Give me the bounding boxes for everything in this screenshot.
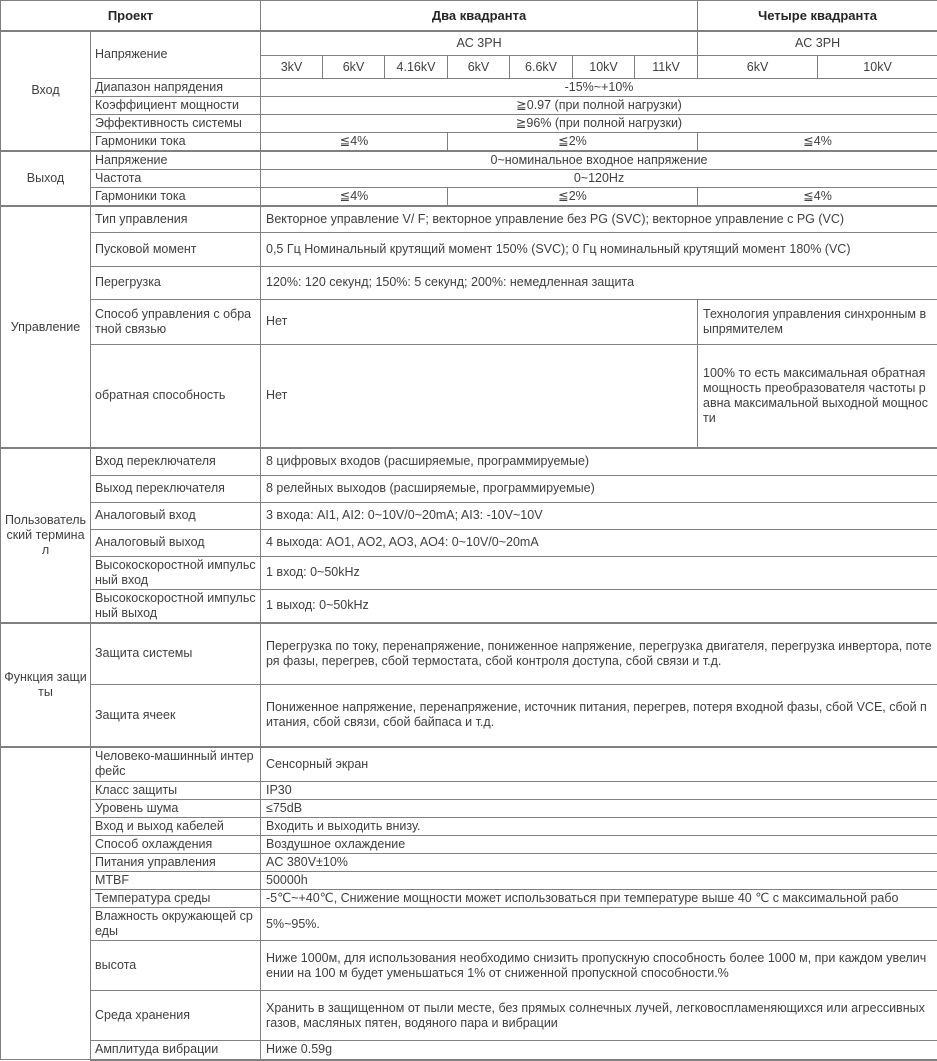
label-cooling: Способ охлаждения [91, 836, 261, 854]
header-four-quadrant: Четыре квадранта [698, 1, 937, 31]
group-protection: Функция защиты [1, 623, 91, 747]
kv-level: 6kV [323, 56, 385, 79]
value-input-voltage-two-type: AC 3PH [261, 31, 698, 56]
value-cable: Входить и выходить внизу. [261, 818, 937, 836]
group-control: Управление [1, 206, 91, 448]
label-noise: Уровень шума [91, 800, 261, 818]
value-analog-input: 3 входа: AI1, AI2: 0~10V/0~20mA; AI3: -10V~10V [261, 502, 937, 529]
value-overload: 120%: 120 секунд; 150%: 5 секунд; 200%: немедленная защита [261, 266, 937, 299]
group-output: Выход [1, 151, 91, 206]
group-terminal: Пользовательский терминал [1, 448, 91, 623]
kv-level: 3kV [261, 56, 323, 79]
value-ambient-temp: -5℃~+40℃, Снижение мощности может использоваться при температуре выше 40 ℃ с максимальной рабо [261, 890, 937, 908]
label-pulse-output: Высокоскоростной импульсный выход [91, 589, 261, 623]
group-environment [1, 747, 91, 1060]
label-control-power: Питания управления [91, 854, 261, 872]
kv-level: 6kV [698, 56, 818, 79]
value-noise: ≤75dB [261, 800, 937, 818]
value-vibration: Ниже 0.59g [261, 1041, 937, 1060]
value-feedback-method-four: Технология управления синхронным выпрямителем [698, 299, 937, 344]
group-input: Вход [1, 31, 91, 152]
label-analog-input: Аналоговый вход [91, 502, 261, 529]
label-output-harmonics: Гармоники тока [91, 188, 261, 207]
value-cell-protection: Пониженное напряжение, перенапряжение, источник питания, перегрев, потеря входной фазы, сбой VCE, сбой питания, сбой связи, сбой байпаса и т.д. [261, 685, 937, 747]
label-input-harmonics: Гармоники тока [91, 133, 261, 152]
label-overload: Перегрузка [91, 266, 261, 299]
value-regen-capability-four: 100% то есть максимальная обратная мощность преобразователя частоты равна максимальной выходной мощности [698, 344, 937, 448]
value-input-power-factor: ≧0.97 (при полной нагрузки) [261, 97, 937, 115]
value-pulse-input: 1 вход: 0~50kHz [261, 556, 937, 589]
label-protection-class: Класс защиты [91, 782, 261, 800]
label-regen-capability: обратная способность [91, 344, 261, 448]
kv-level: 10kV [573, 56, 635, 79]
value-protection-class: IP30 [261, 782, 937, 800]
value-feedback-method-two: Нет [261, 299, 698, 344]
label-hmi: Человеко-машинный интерфейс [91, 747, 261, 782]
label-mtbf: MTBF [91, 872, 261, 890]
value-output-harmonics-low: ≦4% [261, 188, 448, 207]
label-input-range: Диапазон напрядения [91, 79, 261, 97]
value-output-frequency: 0~120Hz [261, 170, 937, 188]
label-switch-output: Выход переключателя [91, 475, 261, 502]
label-humidity: Влажность окружающей среды [91, 908, 261, 941]
value-output-harmonics-mid: ≦2% [448, 188, 698, 207]
label-input-power-factor: Коэффициент мощности [91, 97, 261, 115]
value-input-harmonics-mid: ≦2% [448, 133, 698, 152]
value-altitude: Ниже 1000м, для использования необходимо снизить пропускную способность более 1000 м, при каждом увеличении на 100 м будет уменьшаться 1% от сниженной пропускной способности.% [261, 941, 937, 991]
label-cell-protection: Защита ячеек [91, 685, 261, 747]
label-system-protection: Защита системы [91, 623, 261, 685]
label-input-voltage: Напряжение [91, 31, 261, 79]
value-input-harmonics-low: ≦4% [261, 133, 448, 152]
label-starting-torque: Пусковой момент [91, 232, 261, 266]
value-input-range: -15%~+10% [261, 79, 937, 97]
label-feedback-method: Способ управления с обратной связью [91, 299, 261, 344]
label-input-efficiency: Эффективность системы [91, 115, 261, 133]
label-storage: Среда хранения [91, 991, 261, 1041]
label-switch-input: Вход переключателя [91, 448, 261, 475]
header-two-quadrant: Два квадранта [261, 1, 698, 31]
value-starting-torque: 0,5 Гц Номинальный крутящий момент 150% (SVC); 0 Гц номинальный крутящий момент 180% (VC) [261, 232, 937, 266]
value-control-type: Векторное управление V/ F; векторное управление без PG (SVC); векторное управление с PG (VC) [261, 206, 937, 232]
value-humidity: 5%~95%. [261, 908, 937, 941]
kv-level: 11kV [635, 56, 698, 79]
value-regen-capability-two: Нет [261, 344, 698, 448]
value-switch-output: 8 релейных выходов (расширяемые, программируемые) [261, 475, 937, 502]
kv-level: 10kV [818, 56, 937, 79]
header-project: Проект [1, 1, 261, 31]
value-output-harmonics-four: ≦4% [698, 188, 937, 207]
label-cable: Вход и выход кабелей [91, 818, 261, 836]
value-system-protection: Перегрузка по току, перенапряжение, пониженное напряжение, перегрузка двигателя, перегрузка инвертора, потеря фазы, перегрев, сбой термостата, сбой контроля доступа, сбой связи и т.д. [261, 623, 937, 685]
label-ambient-temp: Температура среды [91, 890, 261, 908]
value-control-power: AC 380V±10% [261, 854, 937, 872]
label-output-frequency: Частота [91, 170, 261, 188]
value-storage: Хранить в защищенном от пыли месте, без прямых солнечных лучей, легковоспламеняющихся или агрессивных газов, масляных пятен, водяного пара и вибрации [261, 991, 937, 1041]
kv-level: 4.16kV [385, 56, 448, 79]
label-control-type: Тип управления [91, 206, 261, 232]
kv-level: 6.6kV [510, 56, 573, 79]
kv-level: 6kV [448, 56, 510, 79]
value-analog-output: 4 выхода: AO1, AO2, AO3, AO4: 0~10V/0~20mA [261, 529, 937, 556]
label-pulse-input: Высокоскоростной импульсный вход [91, 556, 261, 589]
label-vibration: Амплитуда вибрации [91, 1041, 261, 1060]
value-mtbf: 50000h [261, 872, 937, 890]
value-output-voltage: 0~номинальное входное напряжение [261, 151, 937, 170]
label-output-voltage: Напряжение [91, 151, 261, 170]
label-altitude: высота [91, 941, 261, 991]
value-pulse-output: 1 выход: 0~50kHz [261, 589, 937, 623]
value-hmi: Сенсорный экран [261, 747, 937, 782]
value-input-harmonics-four: ≦4% [698, 133, 937, 152]
value-cooling: Воздушное охлаждение [261, 836, 937, 854]
value-input-voltage-four-type: AC 3PH [698, 31, 937, 56]
label-analog-output: Аналоговый выход [91, 529, 261, 556]
value-switch-input: 8 цифровых входов (расширяемые, программируемые) [261, 448, 937, 475]
value-input-efficiency: ≧96% (при полной нагрузки) [261, 115, 937, 133]
